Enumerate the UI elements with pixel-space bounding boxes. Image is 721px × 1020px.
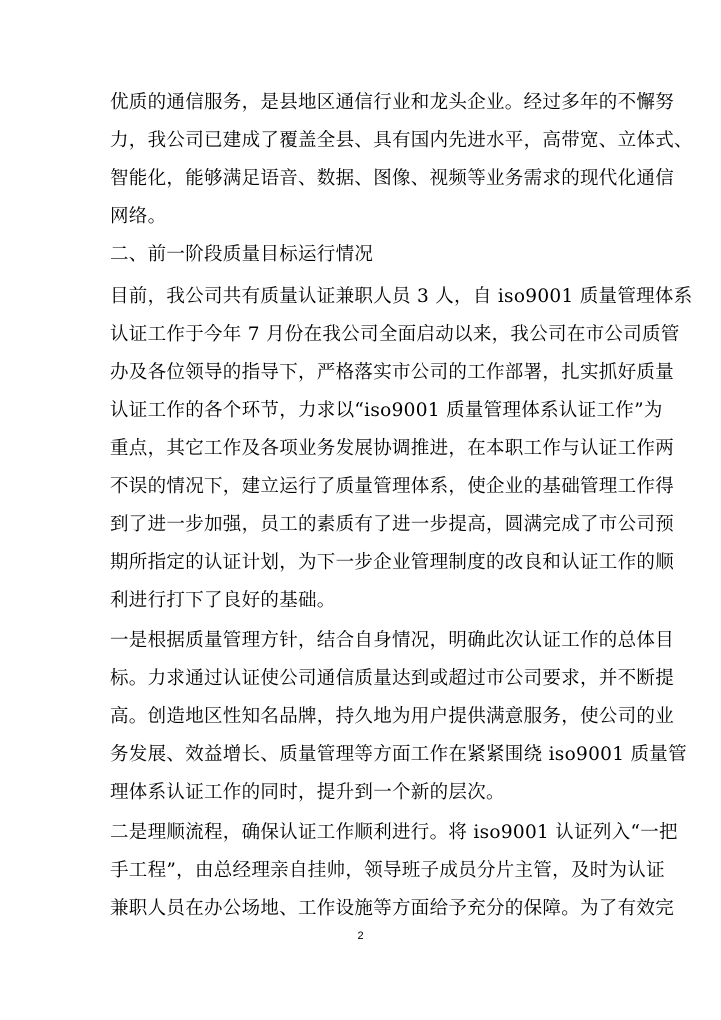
- text-line: 兼职人员在办公场地、工作设施等方面给予充分的保障。为了有效完: [110, 898, 675, 919]
- text-line: 办及各位领导的指导下，严格落实市公司的工作部署，扎实抓好质量: [110, 362, 675, 383]
- text-line: 利进行打下了良好的基础。: [110, 590, 336, 611]
- text-line: 标。力求通过认证使公司通信质量达到或超过市公司要求，并不断提: [110, 668, 675, 689]
- text-line: 高。创造地区性知名品牌，持久地为用户提供满意服务，使公司的业: [110, 706, 675, 727]
- text-line: 到了进一步加强，员工的素质有了进一步提高，圆满完成了市公司预: [110, 514, 675, 535]
- text-line: 一是根据质量管理方针，结合自身情况，明确此次认证工作的总体目: [110, 630, 675, 651]
- text-line: 网络。: [110, 206, 167, 227]
- text-line: 力，我公司已建成了覆盖全县、具有国内先进水平，高带宽、立体式、: [110, 130, 693, 151]
- text-line: 认证工作于今年 7 月份在我公司全面启动以来，我公司在市公司质管: [110, 324, 680, 345]
- page-number: 2: [357, 930, 364, 942]
- text-line: 不误的情况下，建立运行了质量管理体系，使企业的基础管理工作得: [110, 476, 675, 497]
- text-line: 务发展、效益增长、质量管理等方面工作在紧紧围绕 iso9001 质量管: [110, 744, 687, 765]
- text-line: 智能化，能够满足语音、数据、图像、视频等业务需求的现代化通信: [110, 168, 675, 189]
- text-line: 理体系认证工作的同时，提升到一个新的层次。: [110, 782, 505, 803]
- text-line: 期所指定的认证计划，为下一步企业管理制度的改良和认证工作的顺: [110, 552, 675, 573]
- text-line: 二是理顺流程，确保认证工作顺利进行。将 iso9001 认证列入“一把: [110, 822, 678, 843]
- text-line: 目前，我公司共有质量认证兼职人员 3 人，自 iso9001 质量管理体系: [110, 286, 693, 307]
- section-heading: 二、前一阶段质量目标运行情况: [110, 244, 374, 265]
- text-line: 手工程”，由总经理亲自挂帅，领导班子成员分片主管，及时为认证: [110, 860, 665, 881]
- text-line: 重点，其它工作及各项业务发展协调推进，在本职工作与认证工作两: [110, 438, 675, 459]
- text-line: 优质的通信服务，是县地区通信行业和龙头企业。经过多年的不懈努: [110, 92, 675, 113]
- text-line: 认证工作的各个环节，力求以“iso9001 质量管理体系认证工作”为: [110, 400, 663, 421]
